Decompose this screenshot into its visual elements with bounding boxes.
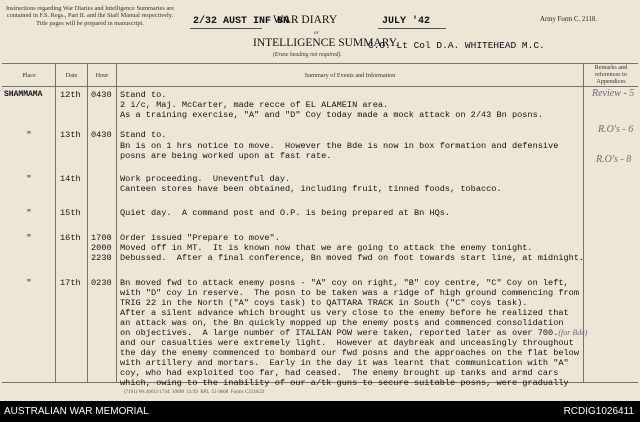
entry-line: the day the enemy commenced to bombard our fwd posns and the approaches on the flat below [120,348,579,358]
entry-line-text: on objectives. A large number of ITALIAN POW were taken, reported later as over 700. [120,328,559,338]
erase-heading-note: (Erase heading not required). [273,52,342,58]
commanding-officer: C.O. Lt Col D.A. WHITEHEAD M.C. [368,40,545,51]
handwritten-annotation: (for Bde) [558,328,588,337]
army-form-number: Army Form C. 2118. [540,16,597,23]
entry-hour: 0230 [91,278,112,288]
entry-line: Moved off in MT. It is known now that we are going to attack the enemy tonight. [120,243,533,253]
entry-date: 14th [60,174,81,184]
archive-footer [0,401,640,422]
footer-institution: AUSTRALIAN WAR MEMORIAL [4,406,149,417]
month-underline [378,28,446,29]
form-title-or: or [314,30,319,36]
entry-place: " [26,278,32,288]
entry-line: and our casualties were extremely light. However at daybreak and unceasingly throughout [120,338,574,348]
entry-date: 12th [60,90,81,100]
entry-line: TRIG 22 in the North ("A" coys task) to QATTARA TRACK in South ("C" coys task). [120,298,528,308]
col-divider-hour [116,63,117,382]
entry-line: coy, who had exploited too far, had ceased. The enemy brought up tanks and armd cars [120,368,559,378]
entry-line: an attack was on, the Bn quickly mopped up the enemy posts and commenced consolidation [120,318,564,328]
form-title-intelligence-summary: INTELLIGENCE SUMMARY. [253,37,399,49]
entry-line: Bn is on 1 hrs notice to move. However the Bde is now in box formation and defensive [120,141,559,151]
entry-line: After a silent advance which brought us very close to the enemy before he realized that [120,308,569,318]
footer-record-id: RCDIG1026411 [563,406,634,417]
entry-line: Canteen stores have been obtained, including fruit, tinned foods, tobacco. [120,184,502,194]
printer-imprint: (7101) Wt.46611/1744 100M 11/39 BPL 51-9608 Forms C2118/22 [124,390,265,395]
entry-place: " [26,233,32,243]
entry-place: " [26,130,32,140]
entry-line: with "D" coy in reserve. The posn to be taken was a ridge of high ground commencing from [120,288,579,298]
entry-place: " [26,208,32,218]
entry-place: " [26,174,32,184]
entry-hour: 1700 [91,233,112,243]
col-divider-date [87,63,88,382]
entry-line: Stand to. [120,130,167,140]
col-header-remarks: Remarks and references to Appendices [594,64,628,85]
entry-hour: 0430 [91,90,112,100]
entry-line: Stand to. [120,90,167,100]
entry-line: As a training exercise, "A" and "D" Coy today made a mock attack on 2/43 Bn posns. [120,110,543,120]
remark-handwritten: R.O's - 6 [598,124,634,135]
unit-underline [190,28,262,29]
entry-line: Debussed. After a final conference, Bn moved fwd on foot towards start line, at midnight. [120,253,585,263]
entry-hour: 0430 [91,130,112,140]
entry-hour: 2000 [91,243,112,253]
entry-line: 2 i/c, Maj. McCarter, made recce of EL ALAMEIN area. [120,100,389,110]
col-header-summary: Summary of Events and Information [304,72,396,79]
entry-date: 13th [60,130,81,140]
entry-place: SHAMMAMA [4,90,43,99]
entry-line [120,328,587,339]
remark-handwritten: R.O's - 8 [596,154,632,165]
col-header-hour: Hour [95,72,109,79]
entry-date: 16th [60,233,81,243]
unit-name: 2/32 AUST INF BN [193,16,290,27]
table-top-rule [2,63,638,64]
form-title-war-diary: WAR DIARY [273,14,338,26]
entry-line: Quiet day. A command post and O.P. is being prepared at Bn HQs. [120,208,451,218]
entry-date: 15th [60,208,81,218]
header-bottom-rule [2,86,638,87]
instructions-note: Instructions regarding War Diaries and Intelligence Summaries are contained in F.S. Regs., Part II. and the Staff Manual respectively. Title pages will be prepared in manuscript. [5,5,175,27]
entry-date: 17th [60,278,81,288]
entry-line: Bn moved fwd to attack enemy posns - "A" coy on right, "B" coy centre, "C" Coy on left, [120,278,569,288]
col-header-date: Date [65,72,78,79]
entry-line: Order issued "Prepare to move". [120,233,280,243]
entry-hour: 2230 [91,253,112,263]
month-label: JULY '42 [382,16,431,27]
col-divider-place [55,63,56,382]
col-header-place: Place [22,72,36,79]
entry-line: which, owing to the inability of our a/tk guns to secure suitable posns, were gradually [120,378,569,388]
entry-line: with artillery and mortars. Early in the day it was learnt that communication with "A" [120,358,569,368]
entry-line: Work proceeding. Uneventful day. [120,174,291,184]
entry-line: posns are being worked upon at fast rate. [120,151,332,161]
remark-handwritten: Review - 5 [592,88,635,99]
